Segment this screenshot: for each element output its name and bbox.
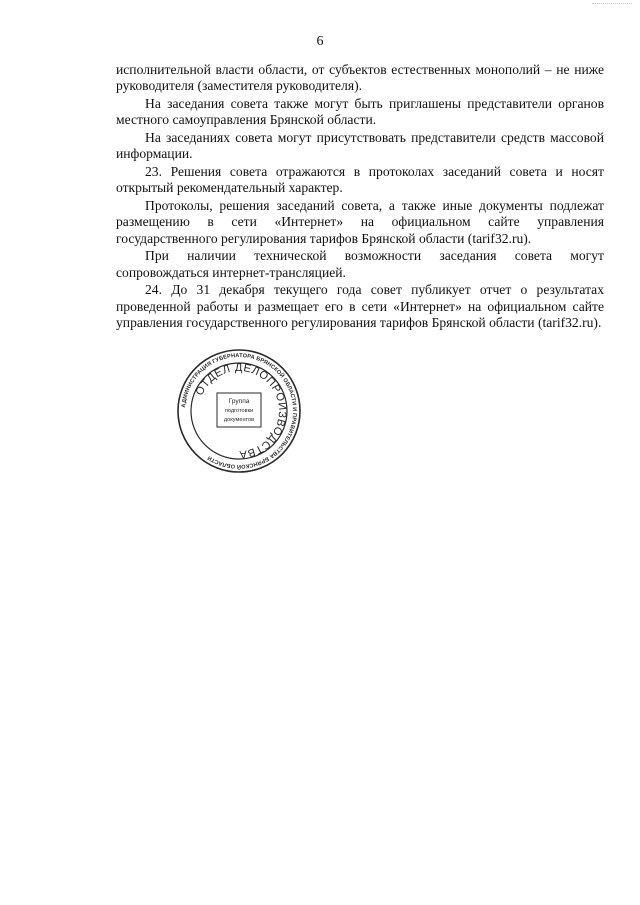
stamp-center-line-1: Группа <box>228 398 250 405</box>
paragraph-1: исполнительной власти области, от субъектов естественных монополий – не ниже руководителя (заместителя руководителя). <box>116 62 604 94</box>
page-number: 6 <box>316 34 324 49</box>
scan-artifact <box>592 3 632 5</box>
stamp-center-line-2: подготовки <box>224 408 254 414</box>
paragraph-7: 24. До 31 декабря текущего года совет публикует отчет о результатах проведенной работы и размещает его в сети «Интернет» на официальном сайте управления государственного регулирования тарифов Брянской области (tarif32.ru). <box>116 282 604 331</box>
paragraph-5: Протоколы, решения заседаний совета, а также иные документы подлежат размещению в сети «Интернет» на официальном сайте управления государственного регулирования тарифов Брянской области (tarif32.ru). <box>116 198 604 246</box>
stamp-center-line-3: документов <box>223 417 255 423</box>
official-stamp-seal <box>176 348 302 474</box>
paragraph-3: На заседаниях совета могут присутствовать представители средств массовой информации. <box>116 130 604 162</box>
paragraph-6: При наличии технической возможности заседания совета могут сопровождаться интернет-трансляцией. <box>116 248 604 280</box>
paragraph-4: 23. Решения совета отражаются в протоколах заседаний совета и носят открытый рекомендательный характер. <box>116 164 604 196</box>
paragraph-2: На заседания совета также могут быть приглашены представители органов местного самоуправления Брянской области. <box>116 96 604 128</box>
stamp-outer-text: АДМИНИСТРАЦИЯ ГУБЕРНАТОРА БРЯНСКОЙ ОБЛАСТИ И ПРАВИТЕЛЬСТВА БРЯНСКОЙ ОБЛАСТИ <box>181 352 298 470</box>
stamp-middle-text: ОТДЕЛ ДЕЛОПРОИЗВОДСТВА <box>193 361 289 461</box>
document-body <box>116 62 604 333</box>
